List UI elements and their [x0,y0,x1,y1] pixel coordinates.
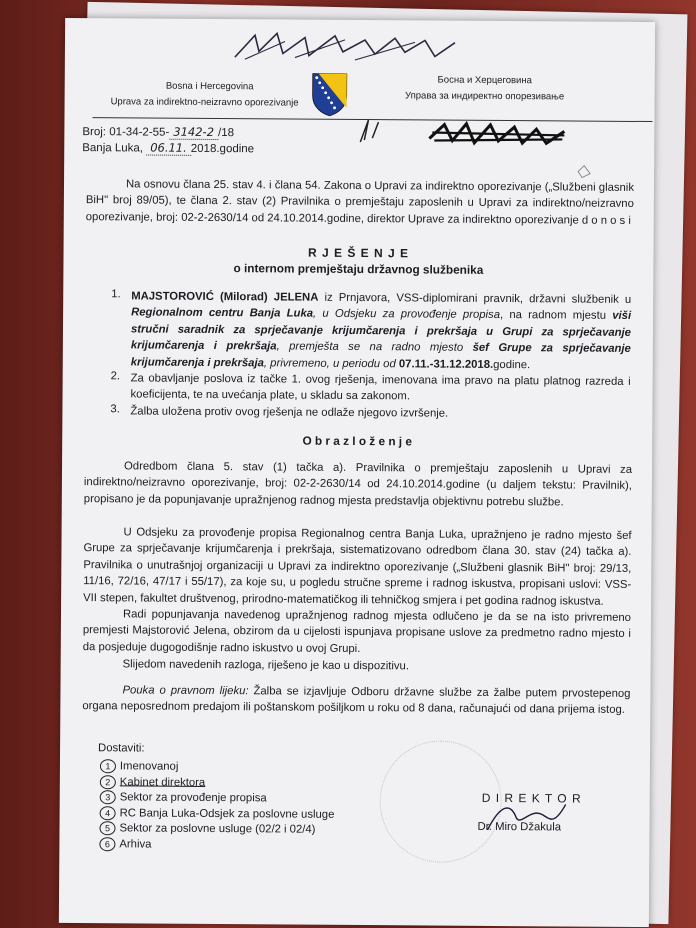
delivery-item [100,775,335,792]
delivery-item [99,837,334,854]
reasoning-paragraph-4: Slijedom navedenih razloga, riješeno je kao u dispozitivu. [122,658,410,673]
reasoning-paragraph-2: U Odsjeku za provođenje propisa Regionalnog centra Banja Luka, upražnjeno je radno mjesto šef Grupe za sprječavanje krijumčarenja i prekršaja, sistematizovano odredbom člana 30. stav (24) tačka a). Pravilnika o unutrašnjoj organizaciji u Upravi za indirektno oporezivanje („Službeni glasnik BiH" broj: 29/13, 11/16, 72/16, 47/17 i 55/17), za koje su, u pogledu stručne spreme i radnog iskustva, propisani uslovi: VSS-VII stepen, fakultet društvenog, prirodno-matematičkog ili tehničkog smjera i pet godina radnog iskustva. [83,526,632,608]
item-1-part-a: iz Prnjavora, VSS-diplomirani pravnik, državni službenik u [318,291,632,306]
delivery-item-text: Kabinet direktora [119,775,206,789]
item-1-part-h: , privremeno, u periodu od [263,356,399,370]
delivery-item-number: 4 [100,806,116,820]
delivery-item-number: 5 [99,821,115,835]
delivery-item-number: 1 [100,759,116,773]
reference-date-suffix: 2018.godine [190,142,255,156]
delivery-item-text: Sektor za poslovne usluge (02/2 i 02/4) [119,822,316,836]
delivery-item [100,759,335,776]
reference-date-handwritten: 06.11. [146,141,191,156]
item-1-part-f: , premješta se na radno mjesto [276,340,473,355]
signature-title: D I R E K T O R [481,790,582,806]
document-page [59,18,655,927]
delivery-item-number: 2 [100,775,116,789]
coat-of-arms-logo [310,72,348,118]
reasoning-paragraph-3: Radi popunjavanja navedenog upražnjenog radnog mjesta odlučeno je da se na isto privremeno premjesti Majstorović Jelena, obzirom da u cijelosti ispunjava propisane uslove za predmetno radno mjesto i da posjeduje dugogodišnje radno iskustvo u ovoj Grupi. [82,608,632,655]
delivery-list [99,759,334,854]
item-2-number: 2. [110,370,121,383]
page-smudge [574,162,594,182]
delivery-item-text: Arhiva [119,837,152,851]
item-1-text [131,288,632,374]
reference-number-handwritten: 3142-2 [169,125,218,140]
delivery-item [100,806,335,823]
delivery-item [99,821,334,838]
legal-remedy-label: Pouka o pravnom lijeku: [122,684,249,698]
redaction-scribble [424,118,574,149]
document-subtitle: o internom premještaju državnog službenika [233,261,484,277]
item-1-period: 07.11.-31.12.2018. [398,357,494,371]
reasoning-title: O b r a z l o ž e n j e [302,433,413,449]
item-1-department: , u Odsjeku za provođenje propisa [313,308,501,322]
delivery-label: Dostaviti: [98,742,145,755]
signature-name: Dr. Miro Džakula [477,820,562,834]
item-1-number: 1. [111,288,121,301]
item-2-text: Za obavljanje poslova iz tačke 1. ovog rješenja, imenovana ima pravo na platu platnog razreda i koeficijenta, te na uvećanja plate, u skladu sa zakonom. [130,372,631,403]
preamble-paragraph: Na osnovu člana 25. stav 4. i člana 54. Zakona o Upravi za indirektno oporezivanje („Službeni glasnik BiH" broj 89/05), te člana 2. stav (2) Pravilnika o premještaju zaposlenih u Upravi za indirektno/neizravno oporezivanje, broj: 02-2-2630/14 od 24.10.2014.godine, direktor Uprave za indirektno oporezivanje d o n o s i [85,178,635,227]
header-left-line2: Uprava za indirektno-neizravno oporezivanje [110,96,299,109]
delivery-item [100,790,335,807]
delivery-item-text: RC Banja Luka-Odsjek za poslovne usluge [119,806,335,821]
delivery-item-text: Imenovanoj [119,760,179,773]
legal-remedy-paragraph [82,682,630,719]
legal-remedy-text: Žalba se izjavljuje Odboru državne službe za žalbe putem prvostepenog organa neposrednom predajom ili poštanskom pošiljkom u roku od 8 dana, računajući od dana prijema istog. [82,685,631,717]
reference-number [82,124,234,139]
reference-date [82,140,254,155]
reference-number-prefix: Broj: 01-34-2-55- [82,126,170,139]
delivery-item-text: Sektor za provođenje propisa [119,791,267,805]
item-3-text: Žalba uložena protiv ovog rješenja ne odlaže njegovo izvršenje. [130,405,449,420]
header-left-line1: Bosna i Hercegovina [165,80,254,93]
item-1-current-position: viši stručni saradnik za sprječavanje krijumčarenja i prekršaja u Grupi za sprječavanje krijumčarenja i prekršaja [130,310,632,353]
item-1-part-d: , na radnom mjestu [499,309,613,323]
delivery-item-number: 3 [100,790,116,804]
document-title: R J E Š E N J E [307,245,410,261]
reasoning-paragraph-1: Odredbom člana 5. stav (1) tačka a). Pravilnika o premještaju zaposlenih u Upravi za indirektno/neizravno oporezivanje, broj: 02-2-2630/14 od 24.10.2014.godine (u daljem tekstu: Pravilnik), propisano je da popunjavanje upražnjenog radnog mjesta predstavlja objektivnu potrebu službe. [83,460,633,509]
header-right-line1: Босна и Херцеговина [437,74,532,87]
pen-mark-small [354,116,394,146]
item-1-new-position: šef Grupe za sprječavanje krijumčarenja i prekršaja [130,342,631,369]
item-3-number: 3. [110,403,120,416]
item-1-name: MAJSTOROVIĆ (Milorad) JELENA [131,290,319,304]
delivery-item-number: 6 [99,837,115,851]
header-right-line2: Управа за индиректно опорезивање [404,90,565,103]
reference-place: Banja Luka, [82,142,144,155]
item-1-regional-center: Regionalnom centru Banja Luka [131,306,314,321]
item-1-part-j: godine. [493,358,531,371]
pen-scribble-top [225,29,485,67]
reference-number-suffix: /18 [217,127,235,140]
